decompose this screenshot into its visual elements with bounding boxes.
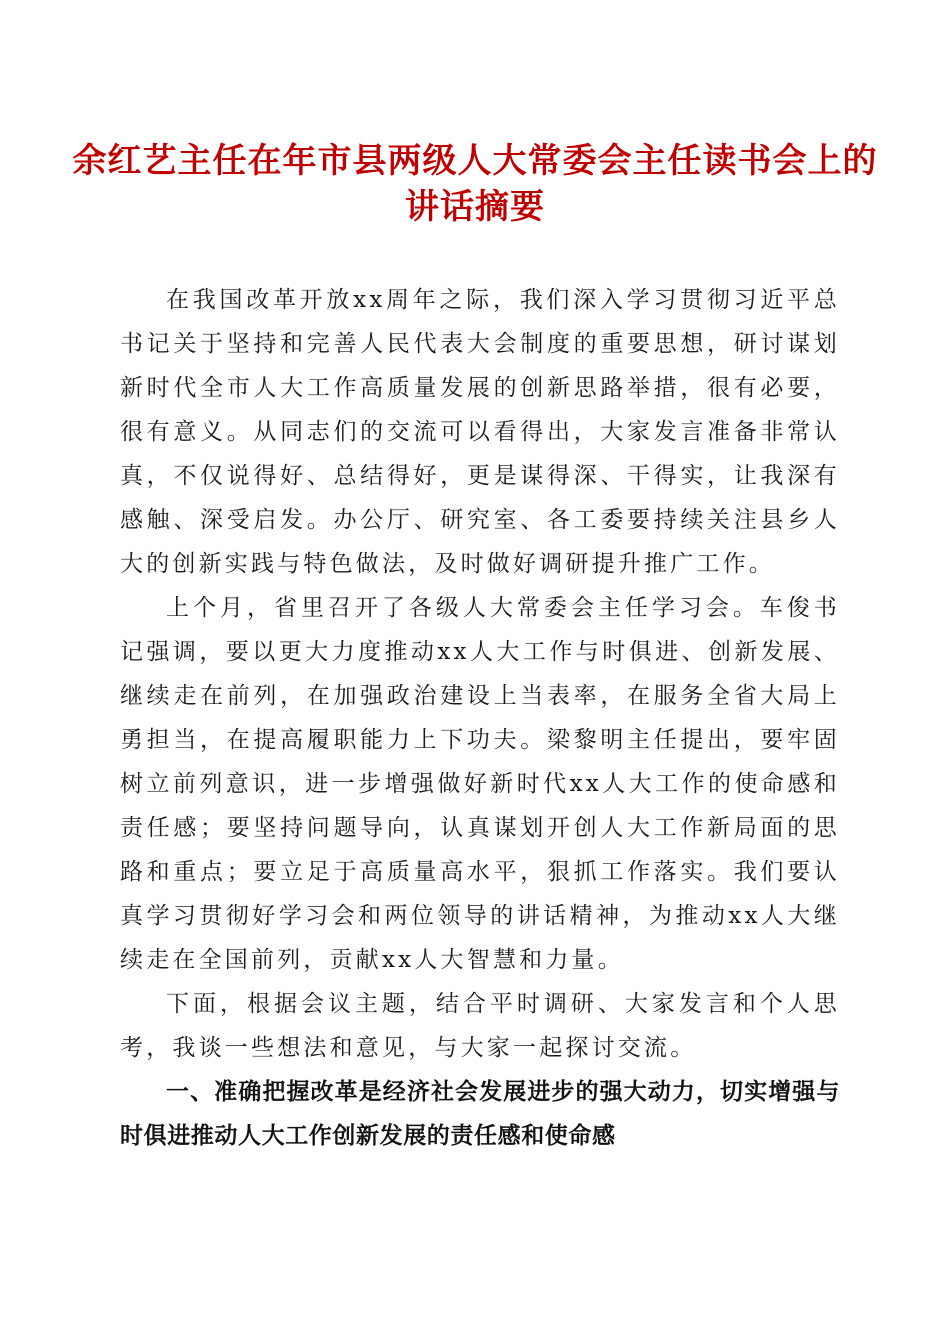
section-heading-one: 一、准确把握改革是经济社会发展进步的强大动力，切实增强与时俱进推动人大工作创新发展的责任感和使命感 — [120, 1079, 840, 1149]
document-title: 余红艺主任在年市县两级人大常委会主任读书会上的讲话摘要 — [72, 141, 878, 227]
paragraph-provincial-meeting: 上个月，省里召开了各级人大常委会主任学习会。车俊书记强调，要以更大力度推动xx人大工作与时俱进、创新发展、继续走在前列，在加强政治建设上当表率，在服务全省大局上勇担当，在提高履职能力上下功夫。梁黎明主任提出，要牢固树立前列意识，进一步增强做好新时代xx人大工作的使命感和责任感；要坚持问题导向，认真谋划开创人大工作新局面的思路和重点；要立足于高质量高水平，狠抓工作落实。我们要认真学习贯彻好学习会和两位领导的讲话精神，为推动xx人大继续走在全国前列，贡献xx人大智慧和力量。 — [120, 595, 840, 973]
paragraph-opening: 在我国改革开放xx周年之际，我们深入学习贯彻习近平总书记关于坚持和完善人民代表大会制度的重要思想，研讨谋划新时代全市人大工作高质量发展的创新思路举措，很有必要，很有意义。从同志们的交流可以看得出，大家发言准备非常认真，不仅说得好、总结得好，更是谋得深、干得实，让我深有感触、深受启发。办公厅、研究室、各工委要持续关注县乡人大的创新实践与特色做法，及时做好调研提升推广工作。 — [120, 287, 840, 577]
document-body — [120, 278, 840, 1158]
paragraph-transition: 下面，根据会议主题，结合平时调研、大家发言和个人思考，我谈一些想法和意见，与大家一起探讨交流。 — [120, 991, 840, 1061]
